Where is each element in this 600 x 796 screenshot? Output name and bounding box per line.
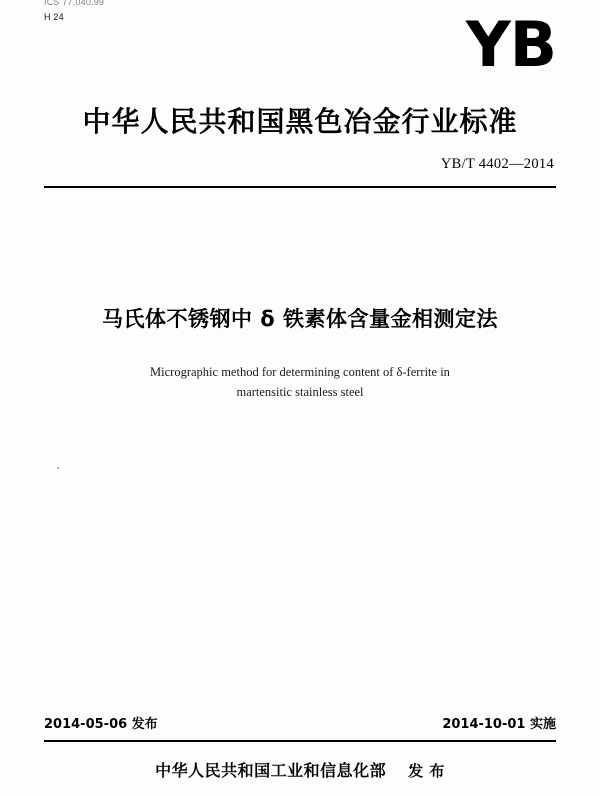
- series-title: 中华人民共和国黑色冶金行业标准: [82, 105, 518, 138]
- issuer-line: [0, 758, 600, 781]
- page-title: 马氏体不锈钢中 δ 铁素体含量金相测定法: [101, 307, 499, 331]
- english-title-line-2: martensitic stainless steel: [236, 385, 364, 399]
- yb-logo: YB: [465, 8, 556, 81]
- standard-number: YB/T 4402—2014: [440, 156, 554, 172]
- ics-code: ICS 77.040.99: [44, 0, 105, 7]
- classification-code: H 24: [44, 12, 64, 22]
- issuer-name: 中华人民共和国工业和信息化部: [155, 761, 387, 780]
- effective-date: 2014-10-01 实施: [442, 717, 556, 732]
- issue-word: 发 布: [408, 762, 445, 780]
- page-speck: [57, 467, 59, 469]
- issue-date: 2014-05-06 发布: [44, 717, 158, 732]
- date-row: [44, 713, 556, 732]
- english-title-line-1: Micrographic method for determining content of δ-ferrite in: [150, 365, 450, 379]
- english-title: [100, 362, 500, 402]
- bottom-divider: [44, 740, 556, 742]
- ics-block: [44, 0, 104, 23]
- top-divider: [44, 186, 556, 188]
